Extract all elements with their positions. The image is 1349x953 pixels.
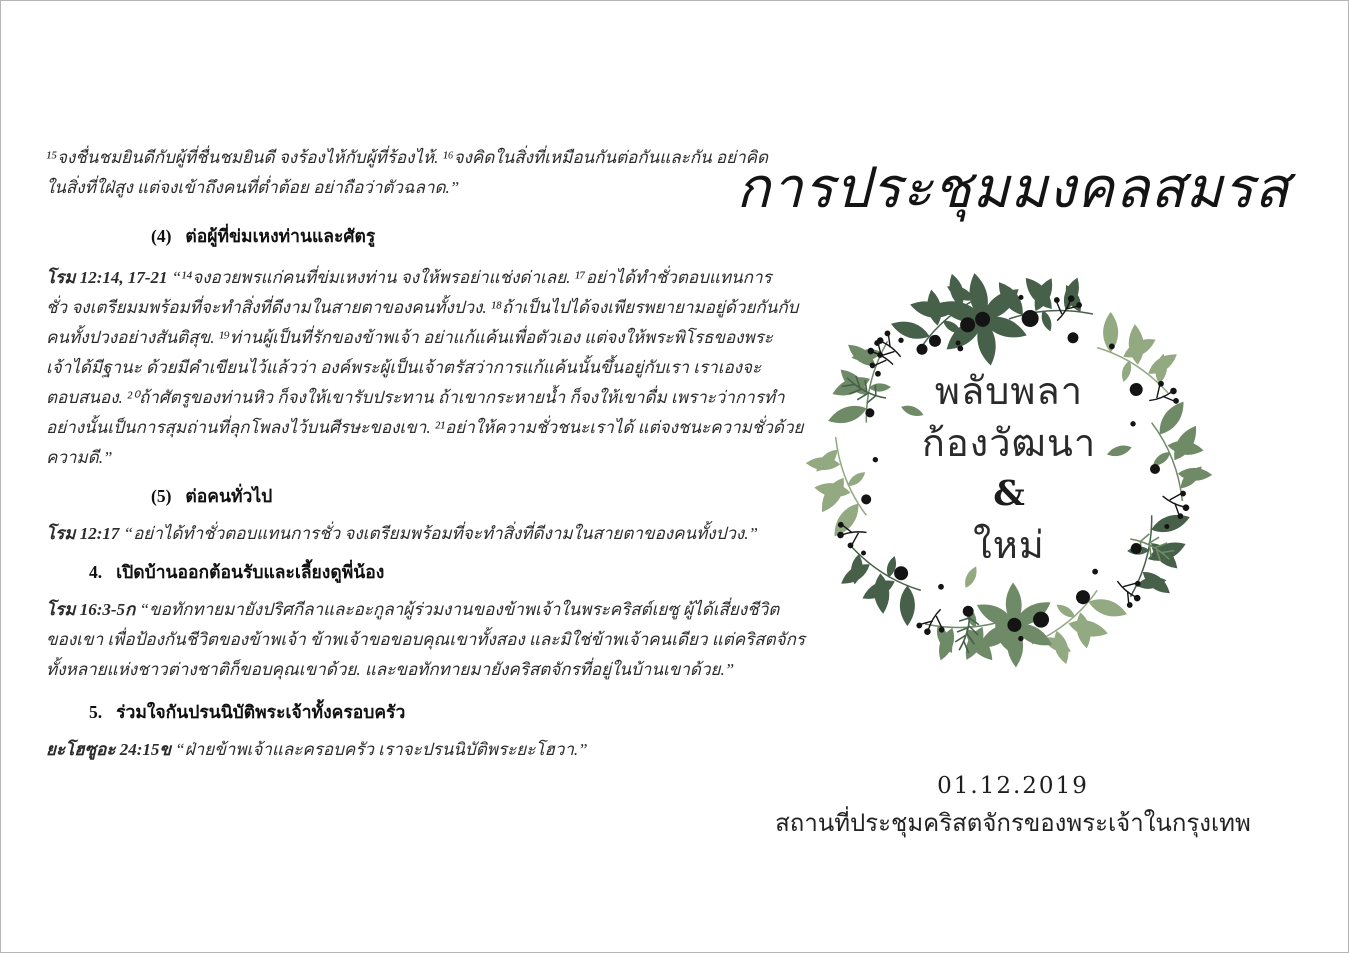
- verse-text: “ฝ่ายข้าพเจ้าและครอบครัว เราจะปรนนิบัติพระยะโฮวา.”: [175, 740, 588, 759]
- text-line: เจ้าได้มีฐานะ ด้วยมีคำเขียนไว้แล้วว่า องค์พระผู้เป็นเจ้าตรัสว่าการแก้แค้นนั้นขึ้นอยู่กับเรา เราเองจะ: [46, 358, 762, 377]
- subheading-label: ต่อคนทั่วไป: [185, 486, 273, 506]
- scripture-paragraph-continuation: [46, 143, 769, 203]
- text-line: ทั้งหลายแห่งชาวต่างชาติก็ขอบคุณเขาด้วย. และขอทักทายมายังคริสตจักรที่อยู่ในบ้านเขาด้วย.”: [46, 660, 735, 679]
- section-label: เปิดบ้านออกต้อนรับและเลี้ยงดูพี่น้อง: [116, 562, 385, 582]
- text-line: คนทั้งปวงอย่างสันติสุข. ¹⁹ท่านผู้เป็นที่รักของข้าพเจ้า อย่าแก้แค้นเพื่อตัวเอง แต่จงให้พระพิโรธของพระ: [46, 328, 773, 347]
- section-number: 5.: [89, 702, 103, 722]
- subheading-number: (4): [151, 226, 172, 246]
- text-line: [46, 735, 646, 765]
- section-label: ร่วมใจกันปรนนิบัติพระเจ้าทั้งครอบครัว: [116, 702, 406, 722]
- wreath-container: [789, 249, 1229, 689]
- text-line: ชั่ว จงเตรียมมพร้อมที่จะทำสิ่งที่ดีงามในสายตาของคนทั้งปวง. ¹⁸ถ้าเป็นไปได้จงเพียรพยายามอยู่ด้วยกันกับ: [46, 298, 799, 317]
- cover-page-content: [676, 1, 1349, 953]
- text-line: ในสิ่งที่ใฝ่สูง แต่จงเข้าถึงคนที่ต่ำต้อย อย่าถือว่าตัวฉลาด.”: [46, 178, 460, 197]
- ampersand: &: [993, 473, 1025, 514]
- scripture-paragraph-joshua: [46, 735, 646, 765]
- subheading-number: (5): [151, 486, 172, 506]
- text-line: ความดี.”: [46, 448, 113, 467]
- scripture-paragraph-rom12-17: [46, 519, 758, 549]
- wedding-date: 01.12.2019: [937, 773, 1089, 799]
- section-number: 4.: [89, 562, 103, 582]
- verse-text: “¹⁴จงอวยพรแก่คนที่ข่มเหงท่าน จงให้พรอย่าแช่งด่าเลย. ¹⁷อย่าได้ทำชั่วตอบแทนการ: [171, 268, 772, 287]
- verse-reference: โรม 16:3-5ก: [46, 600, 136, 619]
- text-line: ¹⁵จงชื่นชมยินดีกับผู้ที่ชื่นชมยินดี จงร้องไห้กับผู้ที่ร้องไห้. ¹⁶จงคิดในสิ่งที่เหมือนกันต่อกันและกัน อย่าคิด: [46, 148, 769, 167]
- section-heading-4: [46, 557, 646, 587]
- verse-reference: ยะโฮซูอะ 24:15ข: [46, 740, 172, 759]
- text-line: [46, 263, 772, 293]
- left-page-content: [46, 143, 806, 765]
- groom-name-line1: พลับพลา: [934, 369, 1084, 413]
- subheading-5: [46, 481, 646, 511]
- couple-names: [789, 249, 1229, 689]
- text-line: ของเขา เพื่อป้องกันชีวิตของข้าพเจ้า ข้าพเจ้าขอขอบคุณเขาทั้งสอง และมิใช่ข้าพเจ้าคนเดียว แต่คริสตจักร: [46, 630, 806, 649]
- text-line: [46, 595, 780, 625]
- verse-text: “อย่าได้ทำชั่วตอบแทนการชั่ว จงเตรียมพร้อมที่จะทำสิ่งที่ดีงามในสายตาของคนทั้งปวง.”: [123, 524, 758, 543]
- verse-text: “ขอทักทายมายังปริศกีลาและอะกูลาผู้ร่วมงานของข้าพเจ้าในพระคริสต์เยซู ผู้ได้เสี่ยงชีวิต: [139, 600, 780, 619]
- venue-line: สถานที่ประชุมคริสตจักรของพระเจ้าในกรุงเทพ: [775, 809, 1251, 837]
- text-line: อย่างนั้นเป็นการสุมถ่านที่ลุกโพลงไว้บนศีรษะของเขา. ²¹อย่าให้ความชั่วชนะเราได้ แต่จงชนะความชั่วด้วย: [46, 418, 804, 437]
- scripture-paragraph-rom12: [46, 263, 804, 473]
- verse-reference: โรม 12:17: [46, 524, 120, 543]
- text-line: [46, 519, 758, 549]
- scripture-paragraph-rom16: [46, 595, 806, 685]
- subheading-label: ต่อผู้ที่ข่มเหงท่านและศัตรู: [185, 226, 376, 246]
- subheading-4: [46, 221, 646, 251]
- text-line: ตอบสนอง. ²⁰ถ้าศัตรูของท่านหิว ก็จงให้เขารับประทาน ถ้าเขากระหายน้ำ ก็จงให้เขาดื่ม เพราะว่าการทำ: [46, 388, 785, 407]
- verse-reference: โรม 12:14, 17-21: [46, 268, 168, 287]
- cover-title: การประชุมมงคลสมรส: [736, 156, 1290, 221]
- bride-name: ใหม่: [973, 523, 1045, 567]
- section-heading-5: [46, 697, 646, 727]
- groom-name-line2: ก้องวัฒนา: [921, 421, 1097, 465]
